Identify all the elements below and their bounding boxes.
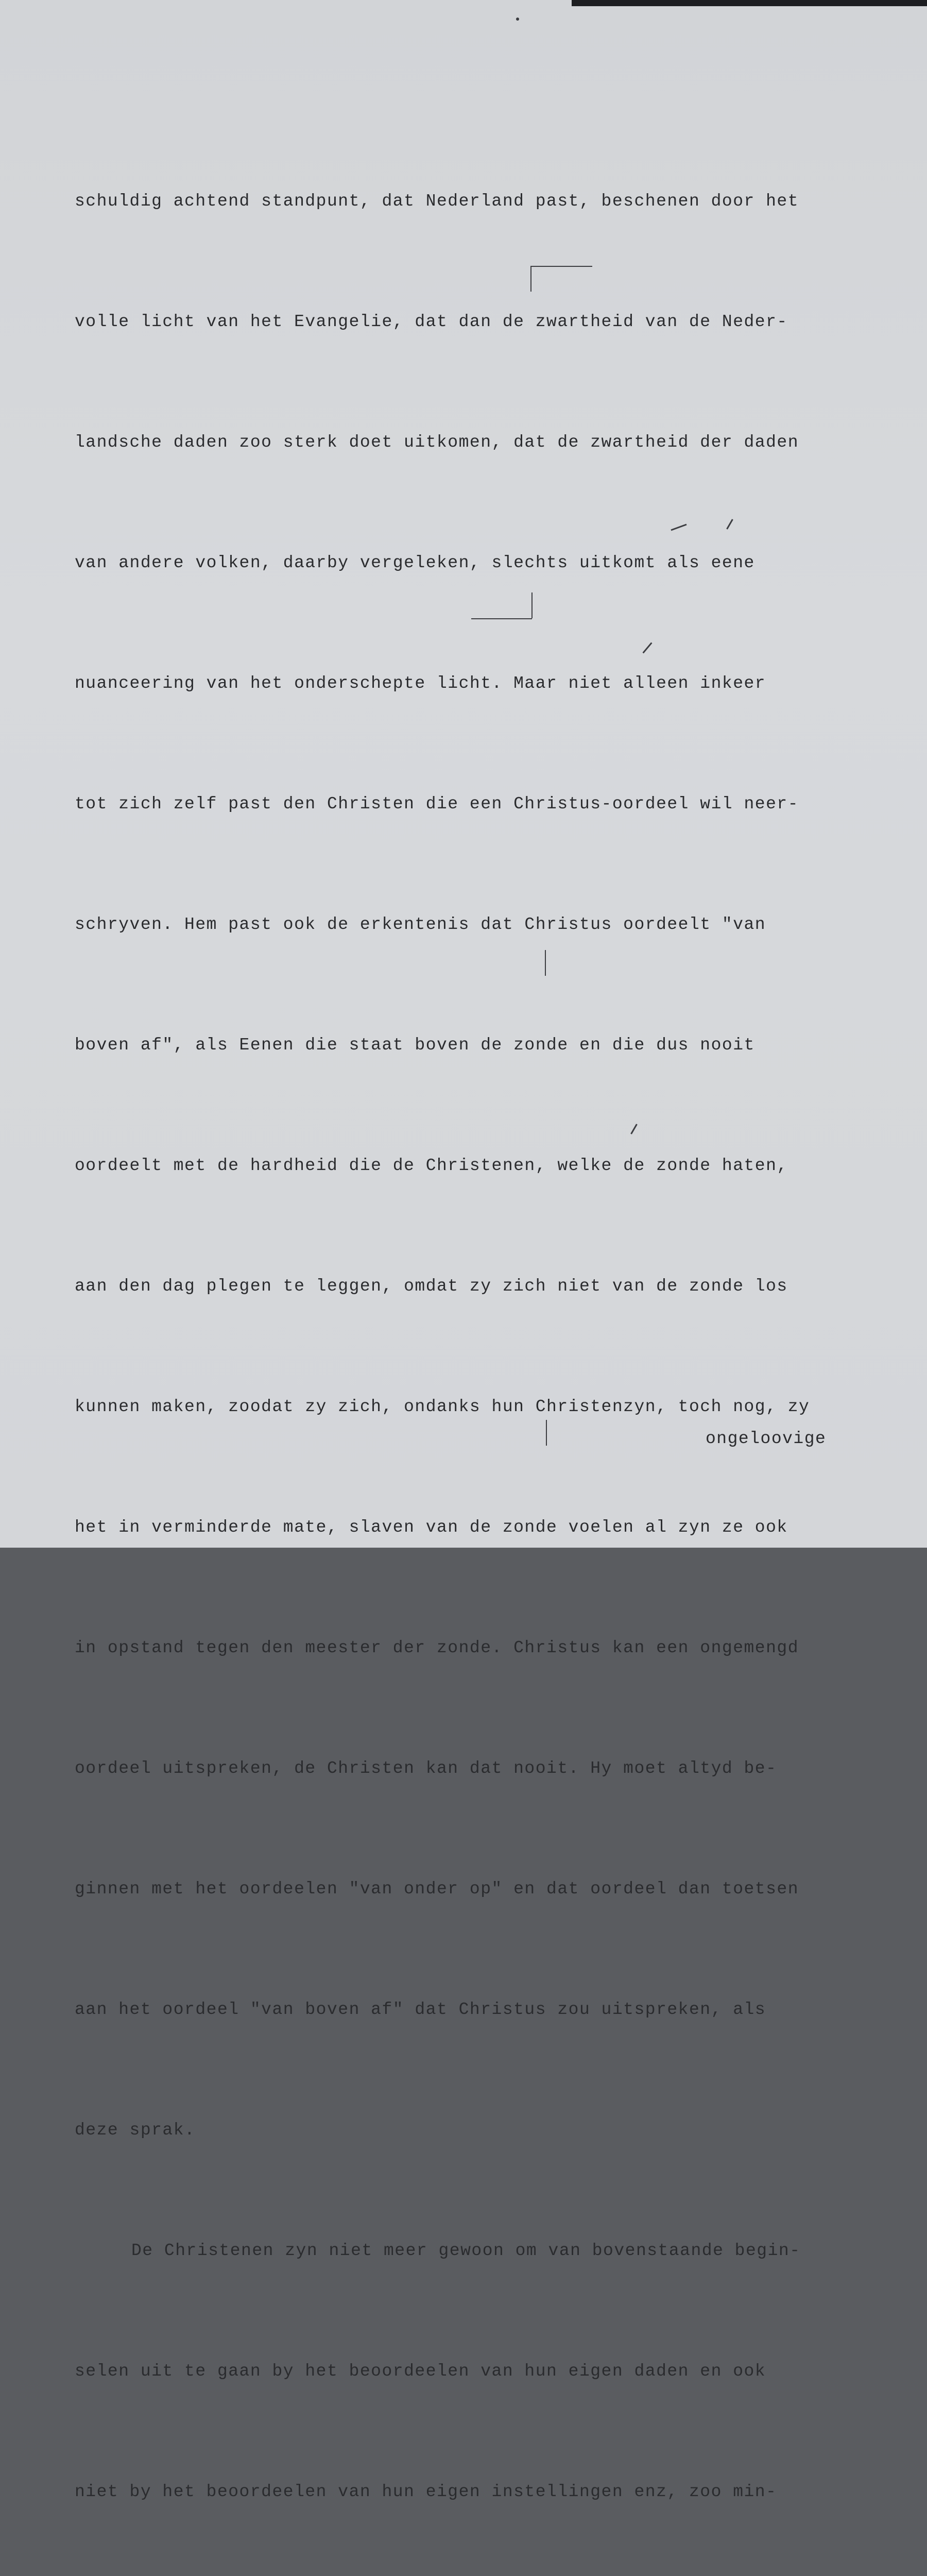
text-line: schuldig achtend standpunt, dat Nederland past, beschenen door het bbox=[75, 192, 799, 211]
typewritten-text bbox=[75, 101, 857, 2576]
text-line: selen uit te gaan by het beoordeelen van hun eigen daden en ook bbox=[75, 2362, 766, 2381]
text-line: in opstand tegen den meester der zonde. Christus kan een ongemengd bbox=[75, 1638, 799, 1657]
text-line: tot zich zelf past den Christen die een Christus-oordeel wil neer- bbox=[75, 794, 799, 814]
scan-speck bbox=[516, 18, 519, 21]
text-line: ginnen met het oordeelen "van onder op" en dat oordeel dan toetsen bbox=[75, 1879, 799, 1899]
paragraph-start-line: De Christenen zyn niet meer gewoon om van bovenstaande begin- bbox=[131, 2241, 801, 2260]
text-line: oordeelt met de hardheid die de Christenen, welke de zonde haten, bbox=[75, 1156, 788, 1175]
text-line: het in verminderde mate, slaven van de zonde voelen al zyn ze ook bbox=[75, 1518, 788, 1537]
text-line: deze sprak. bbox=[75, 2121, 196, 2140]
text-line: niet by het beoordeelen van hun eigen instellingen enz, zoo min- bbox=[75, 2482, 777, 2501]
text-line: nuanceering van het onderschepte licht. Maar niet alleen inkeer bbox=[75, 674, 766, 693]
text-line: aan den dag plegen te leggen, omdat zy zich niet van de zonde los bbox=[75, 1277, 788, 1296]
text-line: volle licht van het Evangelie, dat dan de zwartheid van de Neder- bbox=[75, 312, 788, 331]
text-line: oordeel uitspreken, de Christen kan dat nooit. Hy moet altyd be- bbox=[75, 1759, 777, 1778]
text-line: kunnen maken, zoodat zy zich, ondanks hun Christenzyn, toch nog, zy bbox=[75, 1397, 810, 1416]
text-line: aan het oordeel "van boven af" dat Christus zou uitspreken, als bbox=[75, 2000, 766, 2019]
scan-edge-shadow bbox=[572, 0, 927, 6]
text-line: van andere volken, daarby vergeleken, slechts uitkomt als eene bbox=[75, 553, 755, 572]
text-line: landsche daden zoo sterk doet uitkomen, dat de zwartheid der daden bbox=[75, 433, 799, 452]
catchword: ongeloovige bbox=[706, 1429, 827, 1448]
text-line: schryven. Hem past ook de erkentenis dat Christus oordeelt "van bbox=[75, 915, 766, 934]
text-line: boven af", als Eenen die staat boven de zonde en die dus nooit bbox=[75, 1036, 755, 1055]
